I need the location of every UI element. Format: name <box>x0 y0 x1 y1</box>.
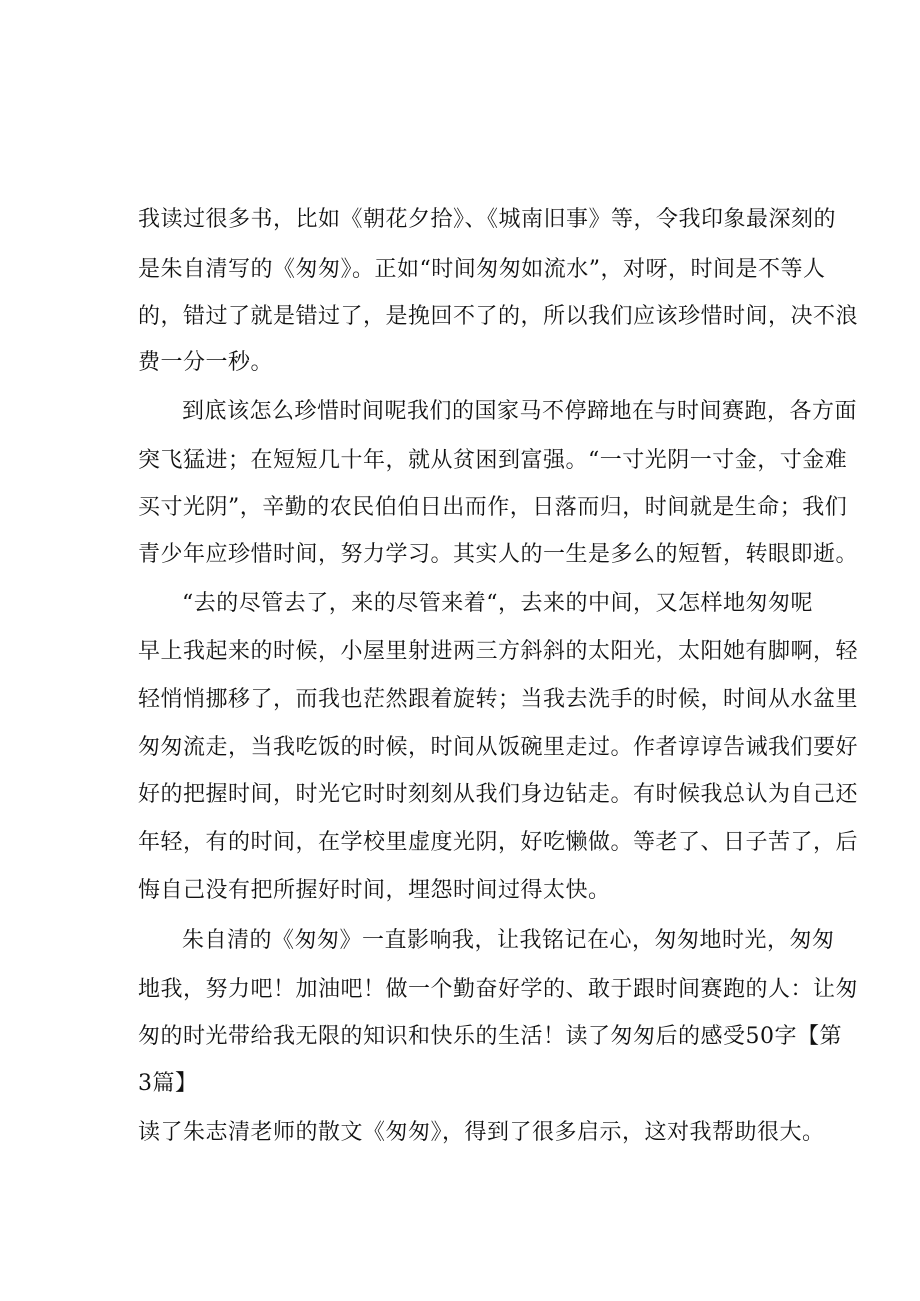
paragraph-2-line-2: 突飞猛进；在短短几十年，就从贫困到富强。“一寸光阴一寸金，寸金难 <box>138 448 848 473</box>
paragraph-4-line-3: 匆的时光带给我无限的知识和快乐的生活！读了匆匆后的感受50字【第 <box>138 1024 842 1049</box>
paragraph-3-line-4: 匆匆流走，当我吃饭的时候，时间从饭碗里走过。作者谆谆告诫我们要好 <box>138 735 859 760</box>
paragraph-2-line-1: 到底该怎么珍惜时间呢我们的国家马不停蹄地在与时间赛跑，各方面 <box>182 399 858 424</box>
paragraph-1-line-3: 的，错过了就是错过了，是挽回不了的，所以我们应该珍惜时间，决不浪 <box>138 304 859 329</box>
paragraph-2-line-4: 青少年应珍惜时间，努力学习。其实人的一生是多么的短暂，转眼即逝。 <box>138 542 859 567</box>
paragraph-4-line-2: 地我，努力吧！加油吧！做一个勤奋好学的、敢于跟时间赛跑的人：让匆 <box>138 977 859 1002</box>
paragraph-3-line-2: 早上我起来的时候，小屋里射进两三方斜斜的太阳光，太阳她有脚啊，轻 <box>138 639 859 664</box>
paragraph-1-line-4: 费一分一秒。 <box>138 350 274 375</box>
paragraph-3-line-7: 悔自己没有把所握好时间，埋怨时间过得太快。 <box>138 878 611 903</box>
paragraph-2-line-3: 买寸光阴”，辛勤的农民伯伯日出而作，日落而归，时间就是生命；我们 <box>138 495 848 520</box>
paragraph-5-line-1: 读了朱志清老师的散文《匆匆》，得到了很多启示，这对我帮助很大。 <box>138 1120 825 1145</box>
paragraph-4-line-1: 朱自清的《匆匆》一直影响我，让我铭记在心，匆匆地时光，匆匆 <box>182 928 835 953</box>
paragraph-4-line-4: 3篇】 <box>138 1071 198 1096</box>
paragraph-3-line-3: 轻悄悄挪移了，而我也茫然跟着旋转；当我去洗手的时候，时间从水盆里 <box>138 687 859 712</box>
paragraph-3-line-5: 好的把握时间，时光它时时刻刻从我们身边钻走。有时候我总认为自己还 <box>138 782 859 807</box>
paragraph-3-line-1: “去的尽管去了，来的尽管来着“，去来的中间，又怎样地匆匆呢 <box>182 591 813 616</box>
paragraph-1-line-2: 是朱自清写的《匆匆》。正如“时间匆匆如流水”，对呀，时间是不等人 <box>138 257 826 282</box>
paragraph-3-line-6: 年轻，有的时间，在学校里虚度光阴，好吃懒做。等老了、日子苦了，后 <box>138 830 859 855</box>
paragraph-1-line-1: 我读过很多书，比如《朝花夕拾》、《城南旧事》等，令我印象最深刻的 <box>138 207 837 232</box>
